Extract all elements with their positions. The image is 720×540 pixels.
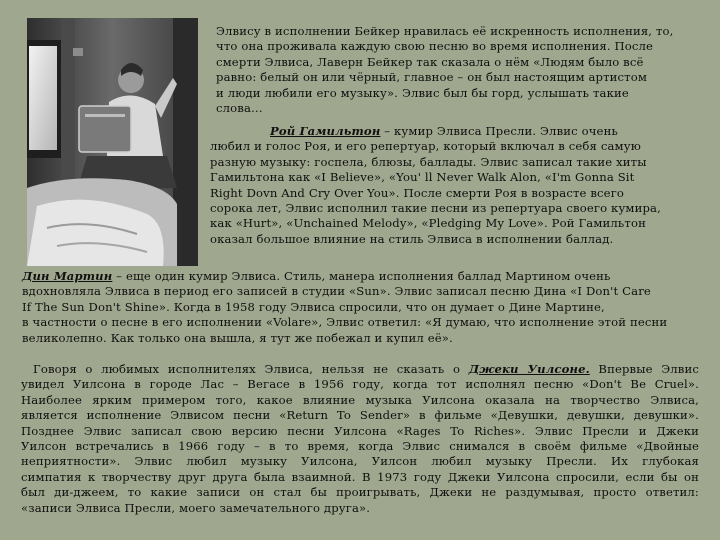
text-line: разную музыку: госпела, блюзы, баллады. Элвис записал такие хиты [210, 154, 647, 169]
text-line: смерти Элвиса, Лаверн Бейкер так сказала о нём «Людям было всё [216, 54, 644, 69]
jackie-wilson-name: Джеки Уилсоне. [468, 362, 590, 376]
text-line: что она проживала каждую свою песню во время исполнения. После [216, 39, 654, 54]
text-line: If The Sun Don't Shine». Когда в 1958 году Элвиса спросили, что он думает о Дине Мартине, [22, 299, 605, 314]
dean-martin-name: Дин Мартин [22, 269, 113, 283]
text-line: вдохновляла Элвиса в период его записей в студии «Sun». Элвис записал песню Дина «I Don't Care [22, 284, 651, 299]
train-compartment-illustration [27, 18, 198, 266]
text-line: как «Hurt», «Unchained Melody», «Pledging My Love». Рой Гамильтон [210, 216, 646, 231]
text-line: Дин Мартин – еще один кумир Элвиса. Стиль, манера исполнения баллад Мартином очень [22, 269, 611, 283]
text-line: неприятности». Элвис любил музыку Уилсона, Уилсон любил музыку Пресли. Их глубокая [21, 454, 699, 469]
text-line: любил и голос Роя, и его репертуар, который включал в себя самую [210, 139, 641, 154]
text-line: великолепно. Как только она вышла, я тут же побежал и купил её». [22, 330, 453, 345]
dean-martin-paragraph [22, 269, 667, 346]
text-line: сорока лет, Элвис исполнил такие песни из репертуара своего кумира, [210, 201, 661, 216]
roy-hamilton-paragraph [210, 124, 661, 247]
jackie-wilson-paragraph [21, 362, 699, 516]
text-line: Позднее Элвис записал свою версию песни Уилсона «Rages To Riches». Элвис Пресли и Джеки [21, 423, 699, 438]
text-line: Right Dovn And Cry Over You». После смерти Роя в возрасте всего [210, 185, 625, 200]
text-line: оказал большое влияние на стиль Элвиса в исполнении баллад. [210, 231, 614, 246]
text-line: в частности о песне в его исполнении «Volare», Элвис ответил: «Я думаю, что исполнение этой песни [22, 315, 668, 330]
text-line: слова… [216, 101, 263, 116]
laverne-baker-paragraph [216, 24, 674, 116]
elvis-photo [27, 18, 198, 266]
text-line: равно: белый он или чёрный, главное – он был настоящим артистом [216, 70, 648, 85]
text-line: и люди любили его музыку». Элвис был бы горд, услышать такие [216, 85, 629, 100]
text-line: является исполнение Элвисом песни «Return To Sender» в фильме «Девушки, девушки, девушки». [21, 408, 699, 423]
text-line: увидел Уилсона в городе Лас – Вегасе в 1956 году, когда тот исполнял песню «Don't Be Cruel». [21, 377, 699, 392]
text-line: Рой Гамильтон – кумир Элвиса Пресли. Элвис очень [270, 124, 618, 138]
roy-hamilton-name: Рой Гамильтон [270, 124, 381, 138]
text-line: «записи Элвиса Пресли, моего замечательного друга». [21, 500, 371, 515]
text-line: Уилсон встречались в 1966 году – в то время, когда Элвис снимался в своём фильме «Двойные [21, 439, 699, 454]
text-line: Говоря о любимых исполнителях Элвиса, нельзя не сказать о Джеки Уилсоне. Впервые Элвис [33, 362, 699, 376]
text-line: был ди-джеем, то какие записи он стал бы проигрывать, Джеки не раздумывая, просто ответил: [21, 485, 699, 500]
text-line: Наиболее ярким примером того, какое влияние музыка Уилсона оказала на творчество Элвиса, [21, 392, 699, 407]
text-line: Гамильтона как «I Believe», «You' ll Never Walk Alon, «I'm Gonna Sit [210, 170, 635, 185]
text-line: Элвису в исполнении Бейкер нравилась её искренность исполнения, то, [216, 24, 674, 38]
text-line: симпатия к творчеству друг друга была взаимной. В 1973 году Джеки Уилсона спросили, если бы он [21, 469, 699, 484]
